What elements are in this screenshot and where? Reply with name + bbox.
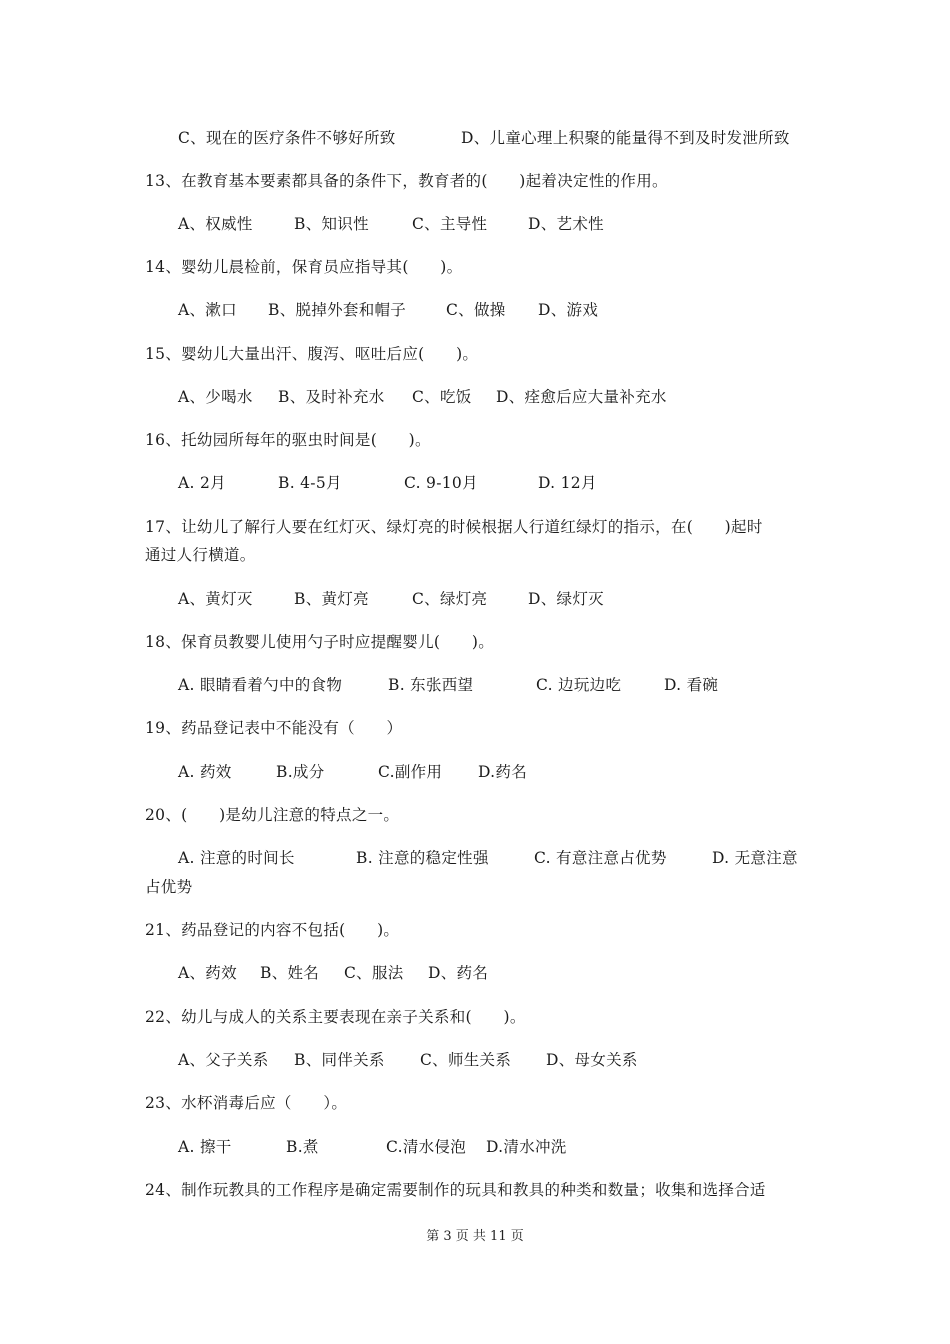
q20-option-c: C. 有意注意占优势 <box>534 849 667 867</box>
q19-option-b: B.成分 <box>276 763 325 781</box>
q15-option-d: D、痊愈后应大量补充水 <box>496 388 667 406</box>
q20-option-a: A. 注意的时间长 <box>178 849 295 867</box>
q23-option-a: A. 擦干 <box>178 1138 232 1156</box>
q15-option-a: A、少喝水 <box>178 388 253 406</box>
q22-option-a: A、父子关系 <box>178 1051 269 1069</box>
q13-option-a: A、权威性 <box>178 215 253 233</box>
q15-stem: 15、婴幼儿大量出汗、腹泻、呕吐后应( )。 <box>145 345 479 363</box>
q16-option-d: D. 12月 <box>538 474 597 492</box>
q21-stem: 21、药品登记的内容不包括( )。 <box>145 921 400 939</box>
q22-option-c: C、师生关系 <box>420 1051 512 1069</box>
q21-option-c: C、服法 <box>344 964 404 982</box>
q18-option-d: D. 看碗 <box>664 676 719 694</box>
q17-stem-line1: 17、让幼儿了解行人要在红灯灭、绿灯亮的时候根据人行道红绿灯的指示，在( )起时 <box>145 518 763 536</box>
q19-stem: 19、药品登记表中不能没有（ ） <box>145 719 403 737</box>
q19-option-a: A. 药效 <box>178 763 232 781</box>
q18-option-c: C. 边玩边吃 <box>536 676 622 694</box>
q17-option-a: A、黄灯灭 <box>178 590 253 608</box>
q24-stem: 24、制作玩教具的工作程序是确定需要制作的玩具和教具的种类和数量；收集和选择合适 <box>145 1181 766 1199</box>
q16-option-a: A. 2月 <box>178 474 226 492</box>
q16-option-c: C. 9-10月 <box>404 474 478 492</box>
q13-option-d: D、艺术性 <box>528 215 604 233</box>
q14-option-b: B、脱掉外套和帽子 <box>268 301 407 319</box>
q22-option-b: B、同伴关系 <box>294 1051 385 1069</box>
q18-stem: 18、保育员教婴儿使用勺子时应提醒婴儿( )。 <box>145 633 495 651</box>
q17-option-c: C、绿灯亮 <box>412 590 488 608</box>
q22-stem: 22、幼儿与成人的关系主要表现在亲子关系和( )。 <box>145 1008 526 1026</box>
q20-stem: 20、( )是幼儿注意的特点之一。 <box>145 806 400 824</box>
q16-option-b: B. 4-5月 <box>278 474 342 492</box>
q12-option-d: D、儿童心理上积聚的能量得不到及时发泄所致 <box>461 129 790 147</box>
q17-option-d: D、绿灯灭 <box>528 590 604 608</box>
q23-option-c: C.清水侵泡 <box>386 1138 467 1156</box>
q15-option-c: C、吃饭 <box>412 388 472 406</box>
q21-option-a: A、药效 <box>178 964 237 982</box>
q18-option-b: B. 东张西望 <box>388 676 474 694</box>
q13-option-b: B、知识性 <box>294 215 369 233</box>
q23-option-d: D.清水冲洗 <box>486 1138 567 1156</box>
q21-option-b: B、姓名 <box>260 964 320 982</box>
q14-option-d: D、游戏 <box>538 301 599 319</box>
q16-stem: 16、托幼园所每年的驱虫时间是( )。 <box>145 431 431 449</box>
q17-option-b: B、黄灯亮 <box>294 590 369 608</box>
page-number-footer: 第 3 页 共 11 页 <box>426 1229 524 1244</box>
q20-option-d: D. 无意注意 <box>712 849 798 867</box>
q14-option-c: C、做操 <box>446 301 506 319</box>
q14-stem: 14、婴幼儿晨检前，保育员应指导其( )。 <box>145 258 463 276</box>
q17-stem-line2: 通过人行横道。 <box>145 546 256 564</box>
q18-option-a: A. 眼睛看着勺中的食物 <box>178 676 343 694</box>
q23-option-b: B.煮 <box>286 1138 319 1156</box>
q23-stem: 23、水杯消毒后应（ ）。 <box>145 1094 348 1112</box>
q20-option-b: B. 注意的稳定性强 <box>356 849 489 867</box>
q21-option-d: D、药名 <box>428 964 489 982</box>
q20-option-d-continuation: 占优势 <box>145 878 193 896</box>
q22-option-d: D、母女关系 <box>546 1051 638 1069</box>
q19-option-d: D.药名 <box>478 763 528 781</box>
q19-option-c: C.副作用 <box>378 763 443 781</box>
q14-option-a: A、漱口 <box>178 301 237 319</box>
q12-option-c: C、现在的医疗条件不够好所致 <box>178 129 396 147</box>
q13-option-c: C、主导性 <box>412 215 488 233</box>
q15-option-b: B、及时补充水 <box>278 388 385 406</box>
q13-stem: 13、在教育基本要素都具备的条件下，教育者的( )起着决定性的作用。 <box>145 172 668 190</box>
